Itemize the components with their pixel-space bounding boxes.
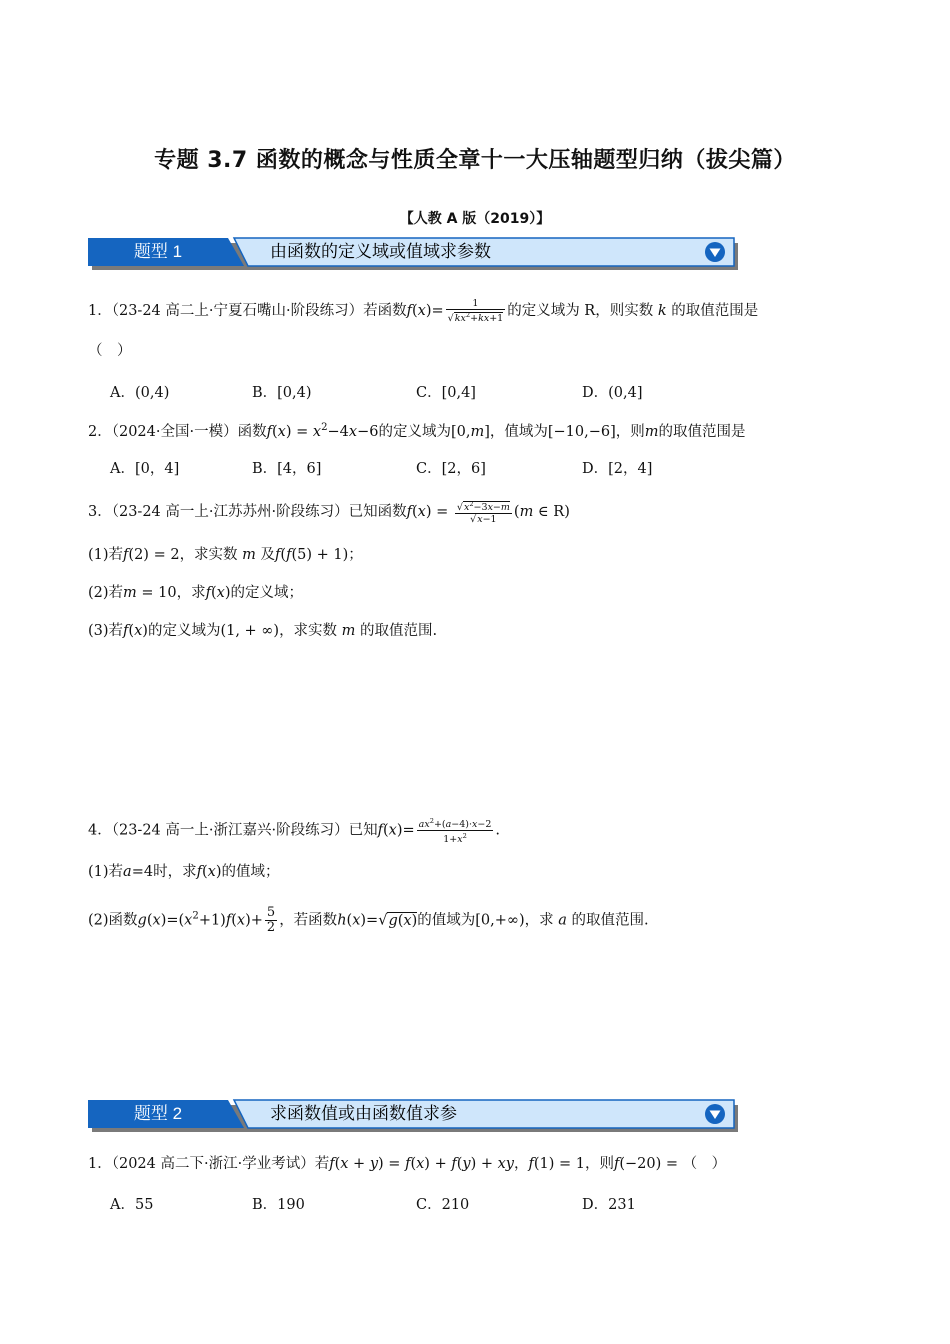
option-d: D．(0,4] xyxy=(582,385,643,401)
question-1-3-part-1: (1)若f(2) = 2，求实数 m 及f(f(5) + 1)； xyxy=(88,547,363,563)
option-c: C．210 xyxy=(416,1197,470,1213)
option-d: D．231 xyxy=(582,1197,636,1213)
question-1-2: 2．（2024·全国·一模）函数$f(x) = x^2-4x-6$的定义域为[0,m]，值域为[−10,−6]，则m的取值范围是 xyxy=(88,422,746,440)
option-c: C．[2，6] xyxy=(416,461,486,477)
question-1-4: 4．（23-24 高一上·浙江嘉兴·阶段练习）已知f(x)= $\frac{ax^2+(a-4)\cdot x-2}{1+x^2}$ . xyxy=(88,817,500,846)
option-c: C．[0,4] xyxy=(416,385,476,401)
option-b: B．[4，6] xyxy=(252,461,322,477)
collapse-chevron-icon[interactable] xyxy=(704,241,726,263)
collapse-chevron-icon[interactable] xyxy=(704,1103,726,1125)
section-tag: 题型 2 xyxy=(133,1104,183,1123)
section-banner-1 xyxy=(88,236,738,270)
option-d: D．[2，4] xyxy=(582,461,653,477)
edition-label: 【人教 A 版（2019）】 xyxy=(399,211,551,227)
section-heading: 由函数的定义域或值域求参数 xyxy=(270,242,491,262)
section-heading: 求函数值或由函数值求参 xyxy=(270,1104,457,1124)
section-banner-2 xyxy=(88,1098,738,1132)
section-tag: 题型 1 xyxy=(133,242,183,261)
question-1-3-part-3: (3)若f(x)的定义域为(1, + ∞)，求实数 m 的取值范围. xyxy=(88,623,438,639)
question-1-4-part-2: (2)函数$g(x)=(x^2+1)f(x)+$ $\frac{5}{2}$ ，若函数h(x)=√g(x)的值域为[0,+∞)，求 a 的取值范围. xyxy=(88,905,649,935)
answer-paren: （ ） xyxy=(88,343,132,359)
question-1-1: 1．（23-24 高二上·宁夏石嘴山·阶段练习）若函数f(x)= $\frac{1}{√kx^2+kx+1}$ 的定义域为 R，则实数 k 的取值范围是 xyxy=(88,298,759,325)
option-b: B．[0,4) xyxy=(252,385,312,401)
question-1-4-part-1: (1)若a=4时，求f(x)的值域； xyxy=(88,864,280,880)
page-title: 专题 3.7 函数的概念与性质全章十一大压轴题型归纳（拔尖篇） xyxy=(154,148,796,173)
question-2-1: 1．（2024 高二下·浙江·学业考试）若f(x + y) = f(x) + f(y) + xy，f(1) = 1，则f(−20) = （ ） xyxy=(88,1156,727,1172)
option-a: A．55 xyxy=(110,1197,154,1213)
question-1-3-part-2: (2)若m = 10，求f(x)的定义域； xyxy=(88,585,304,601)
question-1-3: 3．（23-24 高一上·江苏苏州·阶段练习）已知函数f(x) = $\frac{√x^2-3x-m}{√x-1}$ (m ∈ R) xyxy=(88,500,570,526)
option-b: B．190 xyxy=(252,1197,305,1213)
option-a: A．(0,4) xyxy=(110,385,170,401)
option-a: A．[0，4] xyxy=(110,461,180,477)
